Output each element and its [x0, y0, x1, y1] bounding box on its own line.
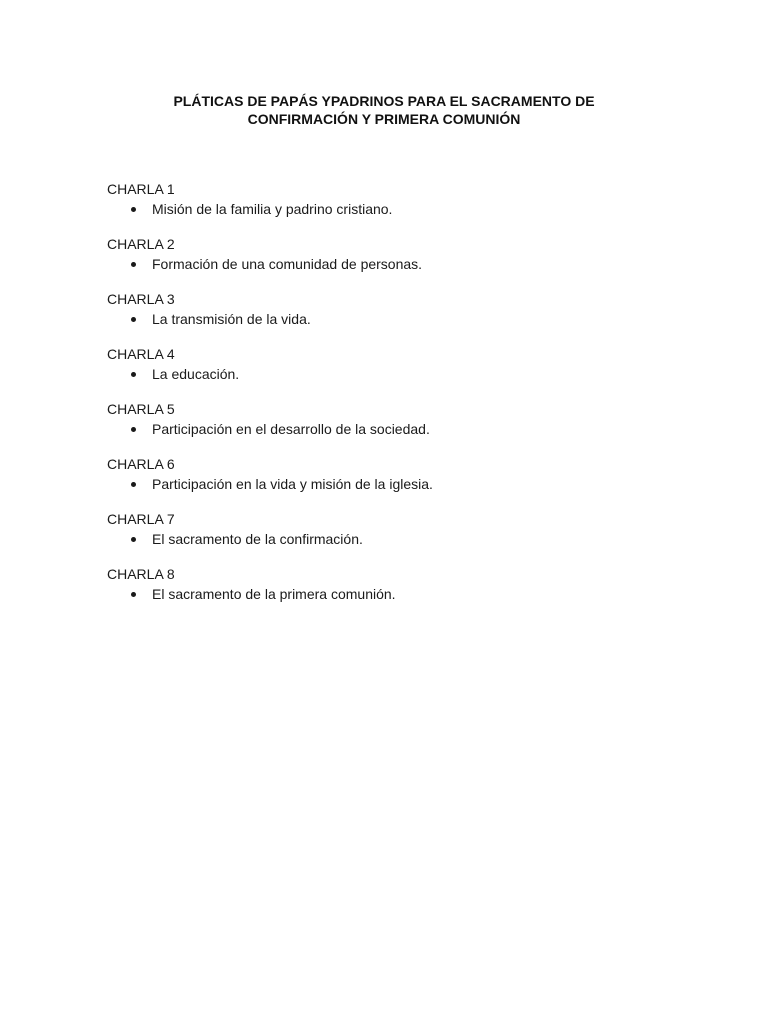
talk-heading: CHARLA 2	[107, 236, 175, 252]
bullet-icon	[131, 317, 136, 322]
talk-bullet-item	[107, 530, 707, 548]
talk-section	[107, 400, 707, 438]
talk-section	[107, 290, 707, 328]
bullet-icon	[131, 427, 136, 432]
talk-heading: CHARLA 1	[107, 181, 175, 197]
talk-bullet-item	[107, 200, 707, 218]
talk-heading: CHARLA 7	[107, 511, 175, 527]
talk-heading: CHARLA 3	[107, 291, 175, 307]
talk-section	[107, 180, 707, 218]
talk-bullet-item	[107, 475, 707, 493]
talk-item-text: Participación en el desarrollo de la sociedad.	[152, 421, 430, 437]
talk-item-text: El sacramento de la confirmación.	[152, 531, 363, 547]
talk-bullet-item	[107, 255, 707, 273]
talk-heading: CHARLA 4	[107, 346, 175, 362]
bullet-icon	[131, 262, 136, 267]
talk-bullet-item	[107, 585, 707, 603]
document-title	[100, 92, 668, 128]
talk-heading: CHARLA 6	[107, 456, 175, 472]
talk-section	[107, 455, 707, 493]
talk-item-text: Misión de la familia y padrino cristiano.	[152, 201, 393, 217]
talk-bullet-item	[107, 310, 707, 328]
talk-item-text: Formación de una comunidad de personas.	[152, 256, 423, 272]
talk-item-text: Participación en la vida y misión de la iglesia.	[152, 476, 433, 492]
bullet-icon	[131, 207, 136, 212]
talk-section	[107, 345, 707, 383]
talk-heading: CHARLA 5	[107, 401, 175, 417]
talk-section	[107, 510, 707, 548]
talk-bullet-item	[107, 420, 707, 438]
talk-heading: CHARLA 8	[107, 566, 175, 582]
talk-item-text: La educación.	[152, 366, 240, 382]
talk-section	[107, 565, 707, 603]
title-line-2: CONFIRMACIÓN Y PRIMERA COMUNIÓN	[247, 111, 521, 127]
talk-bullet-item	[107, 365, 707, 383]
bullet-icon	[131, 592, 136, 597]
talk-item-text: El sacramento de la primera comunión.	[152, 586, 396, 602]
title-line-1: PLÁTICAS DE PAPÁS YPADRINOS PARA EL SACRAMENTO DE	[173, 93, 595, 109]
talk-section	[107, 235, 707, 273]
bullet-icon	[131, 537, 136, 542]
bullet-icon	[131, 482, 136, 487]
bullet-icon	[131, 372, 136, 377]
talk-item-text: La transmisión de la vida.	[152, 311, 311, 327]
